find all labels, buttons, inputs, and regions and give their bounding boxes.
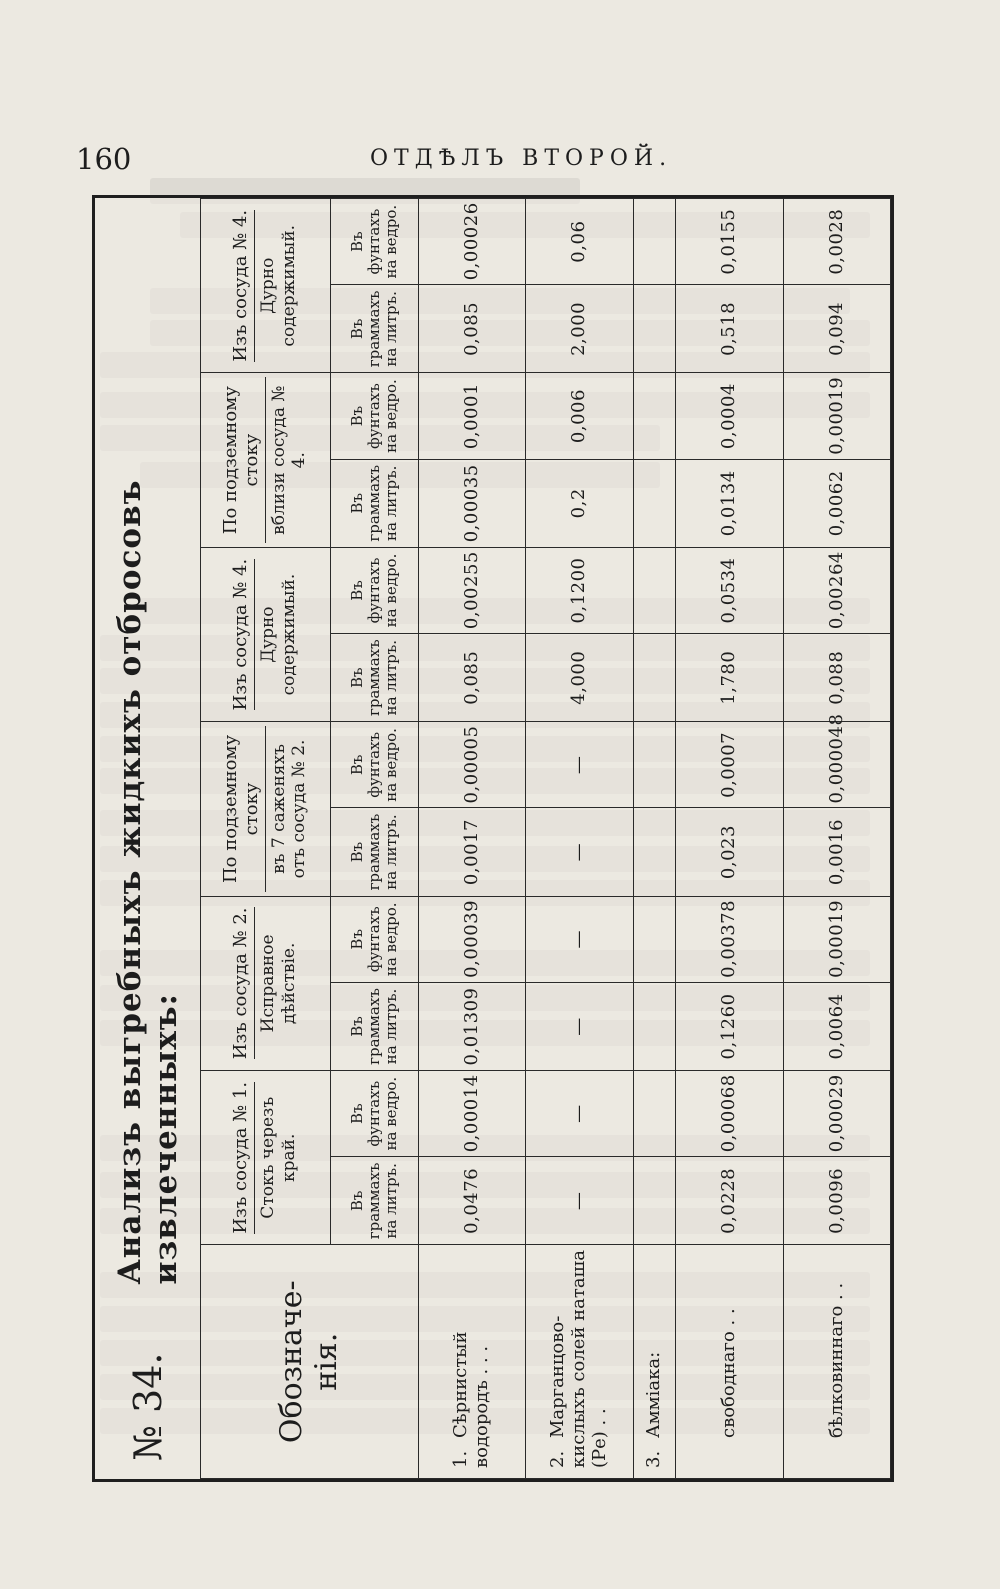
value-cell xyxy=(633,896,676,982)
value-cell: 0,00039 xyxy=(419,896,526,982)
value-cell xyxy=(633,808,676,896)
value-cell: — xyxy=(526,1071,633,1157)
value-cell: 0,0004 xyxy=(676,373,783,459)
unit-grams-header: Въ граммахъ на литръ. xyxy=(331,459,419,547)
rotated-table xyxy=(95,198,891,1479)
table-body xyxy=(419,199,891,1479)
row-label-text: Марганцово-кислыхъ солей наташа (Ре) . . xyxy=(547,1249,610,1468)
group-title: По подземному стоку xyxy=(221,377,265,542)
value-cell: 0,0001 xyxy=(419,373,526,459)
row-label xyxy=(676,1245,783,1479)
unit-grains-header: Въ фунтахъ на ведро. xyxy=(331,199,419,285)
value-cell xyxy=(633,285,676,373)
value-cell: 0,0134 xyxy=(676,459,783,547)
unit-grams-header: Въ граммахъ на литръ. xyxy=(331,1157,419,1245)
value-cell: 0,023 xyxy=(676,808,783,896)
row-label-text: Сѣрнистый водородъ . . . xyxy=(450,1331,493,1468)
designation-label: Обозначе- нія. xyxy=(274,1280,344,1444)
row-label xyxy=(419,1245,526,1479)
value-cell: 0,00019 xyxy=(783,373,890,459)
value-cell: 0,00264 xyxy=(783,547,890,633)
table-row xyxy=(676,199,783,1479)
row-number: 1. xyxy=(450,1450,472,1468)
group-title: По подземному стоку xyxy=(221,726,265,891)
group-header-2 xyxy=(201,896,331,1070)
value-cell: 0,0155 xyxy=(676,199,783,285)
value-cell: 4,000 xyxy=(526,634,633,722)
value-cell: 0,00378 xyxy=(676,896,783,982)
group-title: Изъ сосуда № 2. xyxy=(231,908,255,1060)
value-cell: 0,06 xyxy=(526,199,633,285)
value-cell: 0,2 xyxy=(526,459,633,547)
value-cell: 0,1260 xyxy=(676,982,783,1070)
group-subtitle: въ 7 саженяхъ отъ сосуда № 2. xyxy=(268,739,310,879)
row-number: 3. xyxy=(643,1450,665,1468)
row-label-text: Аммiака: xyxy=(643,1351,665,1438)
table-row xyxy=(633,199,676,1479)
value-cell: 0,0228 xyxy=(676,1157,783,1245)
value-cell: 0,000048 xyxy=(783,722,890,808)
value-cell xyxy=(633,547,676,633)
value-cell: 0,094 xyxy=(783,285,890,373)
value-cell: 0,00005 xyxy=(419,722,526,808)
table-number: № 34. xyxy=(125,1352,170,1461)
value-cell: 0,00029 xyxy=(783,1071,890,1157)
value-cell: — xyxy=(526,722,633,808)
table-row xyxy=(526,199,633,1479)
table-row xyxy=(783,199,890,1479)
value-cell xyxy=(633,373,676,459)
value-cell: 0,0028 xyxy=(783,199,890,285)
value-cell: 0,088 xyxy=(783,634,890,722)
group-title: Изъ сосуда № 4. xyxy=(231,210,255,362)
value-cell: 0,0016 xyxy=(783,808,890,896)
group-subtitle: Исправное дѣйствіе. xyxy=(258,934,299,1033)
row-label-text: бѣлковиннаго . . xyxy=(825,1282,847,1438)
row-label-text: свободнаго . . xyxy=(718,1308,740,1438)
group-header-3 xyxy=(201,722,331,896)
analysis-table xyxy=(200,198,891,1479)
value-cell xyxy=(633,634,676,722)
running-header: ОТДѢЛЪ ВТОРОЙ. xyxy=(370,146,673,171)
value-cell xyxy=(633,459,676,547)
value-cell: 0,1200 xyxy=(526,547,633,633)
page-number: 160 xyxy=(76,142,132,176)
group-subtitle: Стокъ черезъ край. xyxy=(258,1096,299,1219)
unit-grains-header: Въ фунтахъ на ведро. xyxy=(331,373,419,459)
value-cell: 0,00014 xyxy=(419,1071,526,1157)
group-header-4 xyxy=(201,547,331,721)
row-label xyxy=(633,1245,676,1479)
value-cell: 0,0007 xyxy=(676,722,783,808)
value-cell: 0,00026 xyxy=(419,199,526,285)
group-title: Изъ сосуда № 4. xyxy=(231,559,255,711)
unit-grams-header: Въ граммахъ на литръ. xyxy=(331,808,419,896)
group-header-1 xyxy=(201,1071,331,1245)
value-cell: — xyxy=(526,1157,633,1245)
unit-grams-header: Въ граммахъ на литръ. xyxy=(331,982,419,1070)
value-cell xyxy=(633,1157,676,1245)
value-cell: — xyxy=(526,896,633,982)
value-cell: 0,00019 xyxy=(783,896,890,982)
value-cell: 0,0064 xyxy=(783,982,890,1070)
group-title: Изъ сосуда № 1. xyxy=(231,1082,255,1234)
group-header-6 xyxy=(201,199,331,373)
value-cell: — xyxy=(526,982,633,1070)
value-cell: 2,000 xyxy=(526,285,633,373)
value-cell: 0,085 xyxy=(419,285,526,373)
table-frame xyxy=(92,195,894,1482)
value-cell: 0,0017 xyxy=(419,808,526,896)
row-label xyxy=(526,1245,633,1479)
value-cell: 0,00068 xyxy=(676,1071,783,1157)
group-header-5 xyxy=(201,373,331,547)
row-number: 2. xyxy=(547,1450,569,1468)
value-cell: 0,0476 xyxy=(419,1157,526,1245)
value-cell: 0,006 xyxy=(526,373,633,459)
value-cell xyxy=(633,1071,676,1157)
table-row xyxy=(419,199,526,1479)
value-cell: 0,518 xyxy=(676,285,783,373)
group-subtitle: Дурно содержимый. xyxy=(258,573,299,696)
value-cell: 1,780 xyxy=(676,634,783,722)
group-subtitle: вблизи сосуда № 4. xyxy=(268,385,310,535)
unit-grains-header: Въ фунтахъ на ведро. xyxy=(331,547,419,633)
unit-grams-header: Въ граммахъ на литръ. xyxy=(331,285,419,373)
unit-grains-header: Въ фунтахъ на ведро. xyxy=(331,896,419,982)
unit-grams-header: Въ граммахъ на литръ. xyxy=(331,634,419,722)
table-title: Анализъ выгребныхъ жидкихъ отбросовъ извлеченныхъ: xyxy=(111,479,184,1285)
value-cell: 0,0096 xyxy=(783,1157,890,1245)
value-cell: 0,01309 xyxy=(419,982,526,1070)
value-cell: 0,0062 xyxy=(783,459,890,547)
designation-header xyxy=(201,1245,419,1479)
value-cell xyxy=(633,982,676,1070)
value-cell xyxy=(633,722,676,808)
row-label xyxy=(783,1245,890,1479)
group-subtitle: Дурно содержимый. xyxy=(258,224,299,347)
value-cell: 0,085 xyxy=(419,634,526,722)
value-cell: — xyxy=(526,808,633,896)
value-cell: 0,00255 xyxy=(419,547,526,633)
value-cell xyxy=(633,199,676,285)
unit-grains-header: Въ фунтахъ на ведро. xyxy=(331,722,419,808)
value-cell: 0,00035 xyxy=(419,459,526,547)
unit-grains-header: Въ фунтахъ на ведро. xyxy=(331,1071,419,1157)
table-title-row xyxy=(95,198,200,1479)
value-cell: 0,0534 xyxy=(676,547,783,633)
